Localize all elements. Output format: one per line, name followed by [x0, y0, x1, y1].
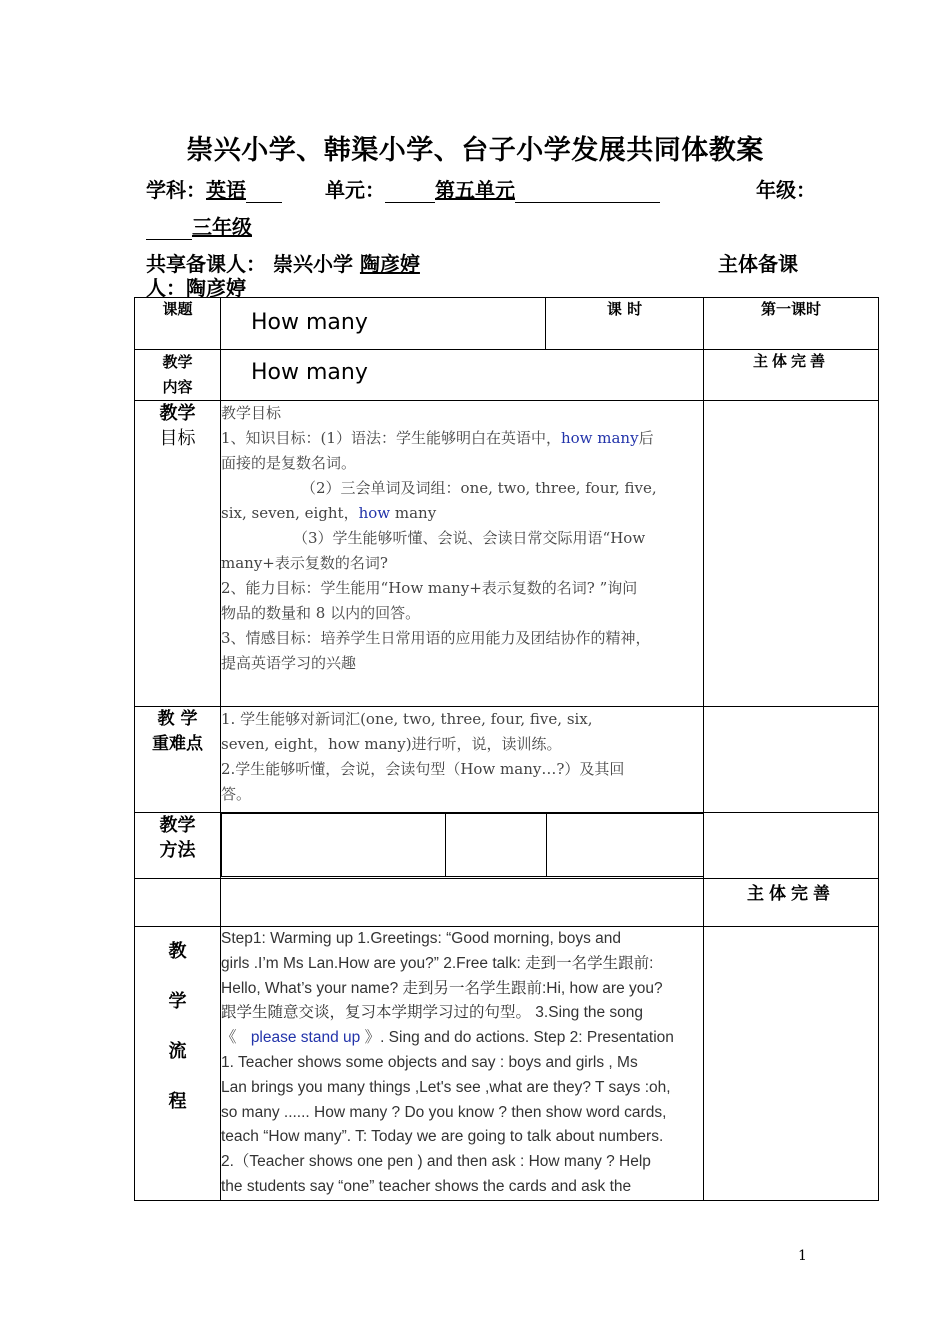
shared-name: 陶彦婷 — [359, 252, 420, 276]
grade-value: 三年级 — [192, 215, 252, 239]
unit-underline-pre — [385, 180, 435, 203]
key-points-right-cell — [704, 707, 879, 813]
methods-label-line1: 教学 — [159, 815, 196, 836]
table-row-spacer — [135, 879, 879, 927]
key-points-line: 2.学生能够听懂，会说，会读句型（How many…?）及其回 — [221, 760, 625, 778]
process-line: teach “How many”. T: Today we are going to talk about numbers. — [221, 1128, 664, 1146]
subject-label: 学科： — [146, 178, 206, 202]
process-text-part: 《 — [221, 1029, 241, 1047]
process-right-cell — [704, 927, 879, 1201]
page-number: 1 — [798, 1248, 807, 1264]
objectives-label — [135, 401, 221, 707]
main-prep-label: 主体备课 — [718, 252, 798, 276]
process-line: the students say “one” teacher shows the cards and ask the — [221, 1177, 632, 1195]
shared-label: 共享备课人： — [146, 252, 266, 276]
subject-value: 英语 — [206, 178, 246, 202]
subject-underline — [246, 180, 282, 203]
table-row-methods — [135, 813, 879, 879]
objectives-line: （2）三会单词及词组：one, two, three, four, five, — [301, 479, 657, 497]
objectives-line: 物品的数量和 8 以内的回答。 — [221, 604, 421, 622]
objectives-line: 提高英语学习的兴趣 — [221, 654, 357, 672]
objectives-text — [221, 401, 704, 707]
methods-right-cell — [704, 813, 879, 879]
key-points-line: seven, eight，how many)进行听，说，读训练。 — [221, 735, 562, 753]
objectives-text-part: many — [390, 504, 437, 522]
key-points-label-line2: 重难点 — [152, 734, 203, 754]
lesson-plan-table — [134, 297, 879, 1201]
objectives-line: 教学目标 — [221, 404, 282, 422]
process-line: 2.（Teacher shows one pen ) and then ask : How many ? Help — [221, 1153, 651, 1171]
key-points-label — [135, 707, 221, 813]
process-line: girls .I’m Ms Lan.How are you?” 2.Free talk: 走到一名学生跟前: — [221, 954, 654, 972]
objectives-text-part: six, seven, eight， — [221, 504, 359, 522]
objectives-label-line1: 教学 — [159, 403, 196, 424]
key-points-line: 答。 — [221, 785, 252, 803]
table-row-process — [135, 927, 879, 1201]
methods-cells — [221, 813, 704, 879]
process-label-char: 流 — [168, 1041, 187, 1062]
topic-value: How many — [251, 310, 368, 335]
objectives-label-line2: 目标 — [159, 428, 196, 449]
key-points-line: 1. 学生能够对新词汇(one, two, three, four, five, six, — [221, 710, 593, 728]
shared-school: 崇兴小学 — [272, 252, 353, 276]
spacer-label-cell — [135, 879, 221, 927]
process-right-note: 主体完善 — [704, 879, 879, 927]
process-text — [221, 927, 704, 1201]
process-label-char: 程 — [168, 1091, 187, 1112]
objectives-highlight: how many — [560, 429, 639, 447]
unit-underline-post — [515, 180, 660, 203]
table-row-objectives — [135, 401, 879, 707]
topic-value-cell — [221, 298, 546, 350]
period-label: 课 时 — [546, 298, 704, 350]
topic-label: 课题 — [135, 298, 221, 350]
process-line: so many ...... How many ? Do you know ? then show word cards, — [221, 1103, 667, 1121]
content-value: How many — [251, 360, 368, 385]
table-row-content — [135, 350, 879, 401]
unit-line — [325, 174, 660, 203]
spacer-content-cell — [221, 879, 704, 927]
methods-cell-2 — [446, 814, 547, 877]
grade-label: 年级： — [756, 178, 816, 202]
subject-line — [146, 174, 282, 203]
objectives-line: many+表示复数的名词? — [221, 554, 388, 572]
methods-inner-table — [221, 813, 703, 877]
objectives-highlight: how — [358, 504, 391, 522]
process-line: 跟学生随意交谈，复习本学期学习过的句型。 3.Sing the song — [221, 1004, 644, 1022]
table-row-key-points — [135, 707, 879, 813]
process-label-char: 教 — [168, 941, 187, 962]
content-label-line2: 内容 — [162, 378, 193, 396]
song-title: please stand up — [250, 1029, 361, 1047]
objectives-line — [221, 501, 703, 526]
grade-underline — [146, 217, 192, 240]
objectives-line: 2、能力目标：学生能用“How many+表示复数的名词? ”询问 — [221, 579, 638, 597]
content-value-cell — [221, 350, 704, 401]
objectives-right-cell — [704, 401, 879, 707]
unit-label: 单元： — [325, 178, 385, 202]
process-line — [221, 1026, 703, 1051]
methods-cell-3 — [547, 814, 704, 877]
content-label — [135, 350, 221, 401]
methods-label-line2: 方法 — [159, 840, 196, 861]
methods-cell-1 — [222, 814, 446, 877]
objectives-line: 3、情感目标：培养学生日常用语的应用能力及团结协作的精神， — [221, 629, 651, 647]
objectives-line: 面接的是复数名词。 — [221, 454, 357, 472]
process-text-part: 》. Sing and do actions. Step 2: Presentation — [360, 1029, 674, 1047]
key-points-label-line1: 教 学 — [157, 709, 198, 729]
content-right-note: 主体完善 — [704, 350, 879, 401]
key-points-text — [221, 707, 704, 813]
main-prep-name: 人：陶彦婷 — [146, 276, 246, 300]
period-value: 第一课时 — [704, 298, 879, 350]
methods-label — [135, 813, 221, 879]
objectives-line — [221, 426, 703, 451]
process-label — [135, 927, 221, 1201]
document-title: 崇兴小学、韩渠小学、台子小学发展共同体教案 — [186, 135, 764, 166]
process-line: Lan brings you many things ,Let's see ,what are they? T says :oh, — [221, 1078, 671, 1096]
process-line: 1. Teacher shows some objects and say : boys and girls , Ms — [221, 1053, 638, 1071]
grade-line — [146, 211, 252, 240]
table-row-topic — [135, 298, 879, 350]
objectives-text-part: 后 — [638, 429, 654, 447]
content-label-line1: 教学 — [162, 353, 193, 371]
objectives-line: （3）学生能够听懂、会说、会读日常交际用语“How — [293, 529, 646, 547]
process-line: Hello, What’s your name? 走到另一名学生跟前:Hi, how are you? — [221, 979, 663, 997]
objectives-text-part: 1、知识目标：(1）语法：学生能够明白在英语中， — [221, 429, 561, 447]
unit-value: 第五单元 — [435, 178, 515, 202]
process-line: Step1: Warming up 1.Greetings: “Good morning, boys and — [221, 930, 622, 947]
process-label-char: 学 — [168, 991, 187, 1012]
